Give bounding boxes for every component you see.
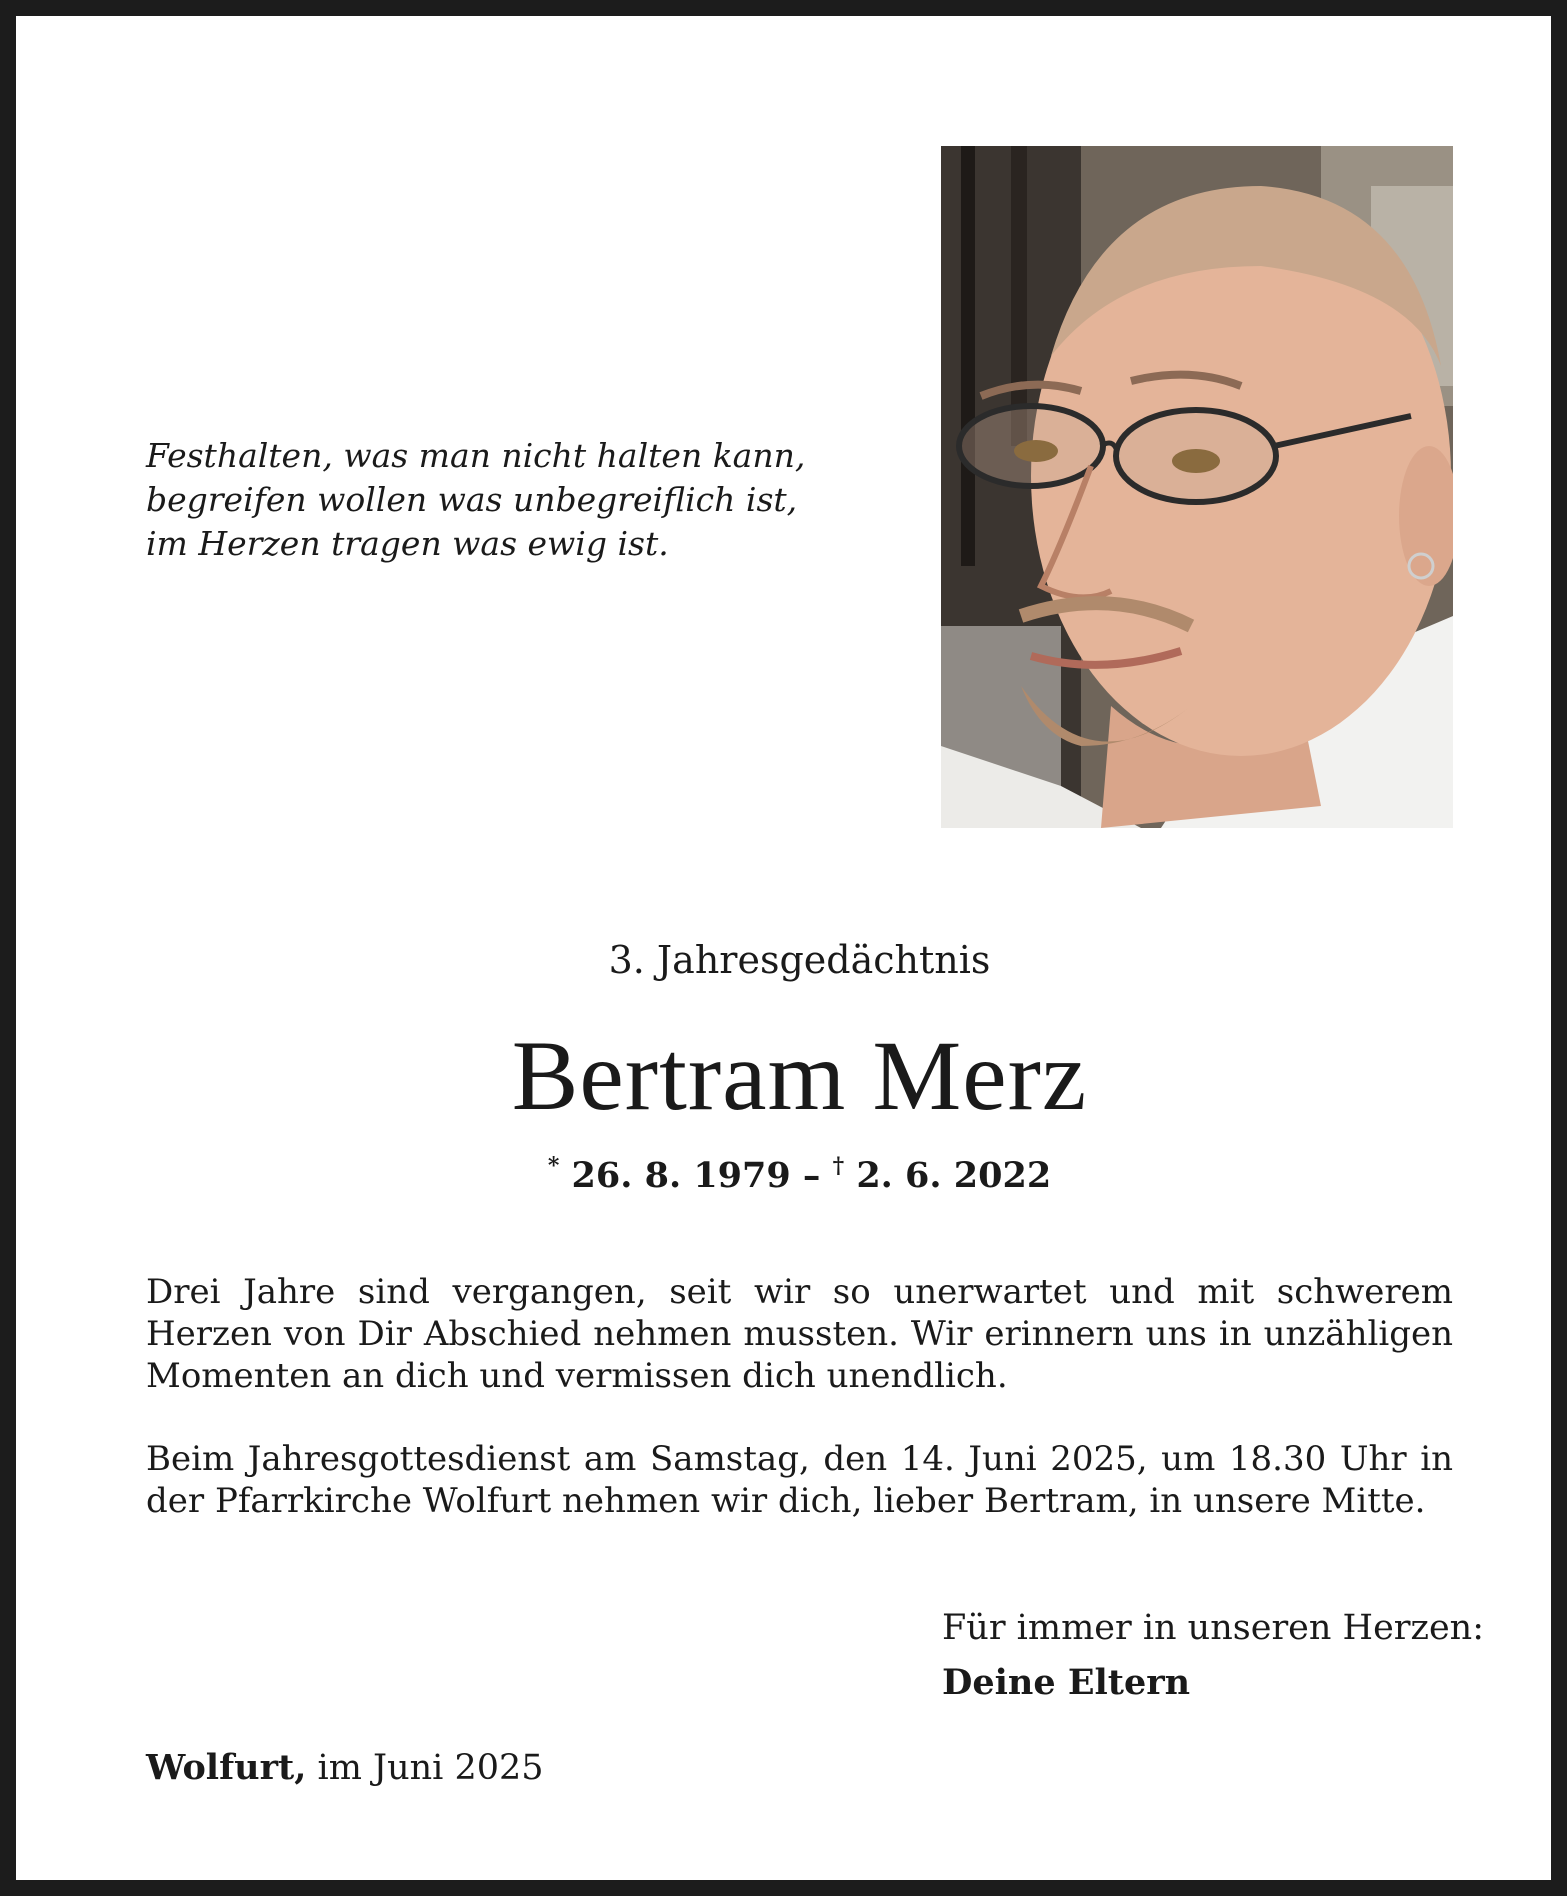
memorial-quote — [146, 434, 846, 566]
life-dates — [16, 1144, 1567, 1198]
service-paragraph: Beim Jahresgottesdienst am Samstag, den 14. Juni 2025, um 18.30 Uhr in der Pfarrkirche Wolfurt nehmen wir dich, lieber Bertram, in unsere Mitte. — [146, 1439, 1453, 1521]
birth-symbol: * — [547, 1153, 560, 1179]
quote-line-3: im Herzen tragen was ewig ist. — [146, 524, 669, 563]
deceased-name: Bertram Merz — [511, 1020, 1088, 1131]
memorial-paragraph-1: Drei Jahre sind vergangen, seit wir so unerwartet und mit schwerem Herzen von Dir Abschied nehmen mussten. Wir erinnern uns in unzähligen Momenten an dich und vermissen dich unendlich. — [146, 1272, 1453, 1396]
death-symbol: † — [832, 1153, 845, 1179]
issue-date: im Juni 2025 — [317, 1748, 544, 1788]
birth-date: 26. 8. 1979 — [571, 1155, 791, 1196]
place-name: Wolfurt, — [146, 1747, 307, 1788]
closing-line: Für immer in unseren Herzen: — [942, 1608, 1485, 1648]
place-and-date — [146, 1746, 544, 1790]
quote-line-2: begreifen wollen was unbegreiflich ist, — [146, 480, 798, 519]
quote-line-1: Festhalten, was man nicht halten kann, — [146, 436, 806, 475]
signer-name: Deine Eltern — [942, 1662, 1191, 1703]
portrait-photo — [941, 146, 1453, 828]
portrait-illustration — [941, 146, 1453, 828]
date-separator: – — [802, 1155, 821, 1196]
anniversary-heading: 3. Jahresgedächtnis — [608, 938, 991, 982]
death-date: 2. 6. 2022 — [856, 1155, 1052, 1196]
